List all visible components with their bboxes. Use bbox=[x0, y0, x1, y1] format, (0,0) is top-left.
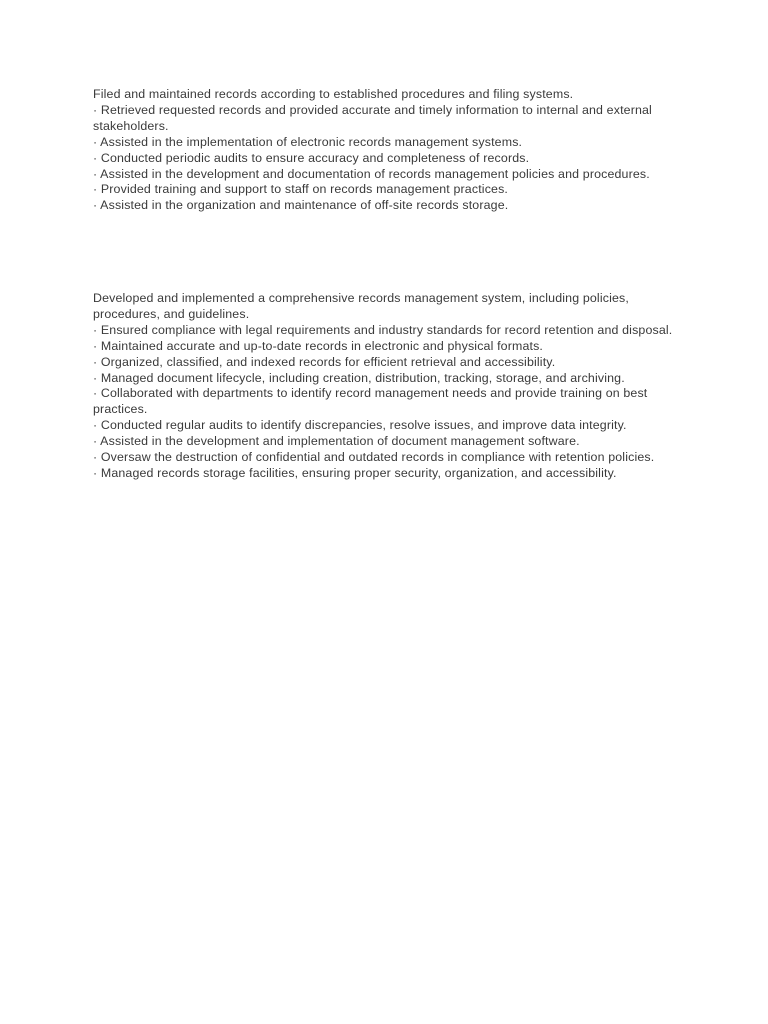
duty-line: · Assisted in the development and implementation of document management software. bbox=[93, 434, 580, 449]
duty-line: · Managed document lifecycle, including creation, distribution, tracking, storage, and archiving. bbox=[93, 370, 625, 385]
duty-line: · Conducted regular audits to identify discrepancies, resolve issues, and improve data integrity. bbox=[93, 418, 627, 433]
duty-line: · Ensured compliance with legal requirements and industry standards for record retention and disposal. bbox=[93, 322, 673, 337]
duty-line: · Organized, classified, and indexed records for efficient retrieval and accessibility. bbox=[93, 354, 556, 369]
duty-line: · Assisted in the organization and maintenance of off-site records storage. bbox=[93, 198, 509, 213]
duty-line: Developed and implemented a comprehensive records management system, including policies, procedures, and guidelines. bbox=[93, 291, 629, 321]
duty-line: · Provided training and support to staff on records management practices. bbox=[93, 182, 509, 197]
duty-line: · Assisted in the implementation of electronic records management systems. bbox=[93, 134, 523, 149]
duty-line: · Retrieved requested records and provided accurate and timely information to internal and external stakeholders. bbox=[93, 102, 652, 133]
duty-line: · Assisted in the development and documentation of records management policies and procedures. bbox=[93, 166, 650, 181]
duties-section-1 bbox=[93, 87, 673, 214]
duty-line: · Managed records storage facilities, ensuring proper security, organization, and accessibility. bbox=[93, 465, 617, 480]
duty-line: · Oversaw the destruction of confidential and outdated records in compliance with retention policies. bbox=[93, 450, 655, 465]
duties-section-2 bbox=[93, 291, 673, 482]
duty-line: · Conducted periodic audits to ensure accuracy and completeness of records. bbox=[93, 150, 530, 165]
duty-line: Filed and maintained records according to established procedures and filing systems. bbox=[93, 87, 574, 101]
duty-line: · Maintained accurate and up-to-date records in electronic and physical formats. bbox=[93, 338, 544, 353]
duty-line: · Collaborated with departments to identify record management needs and provide training on best practices. bbox=[93, 386, 648, 417]
